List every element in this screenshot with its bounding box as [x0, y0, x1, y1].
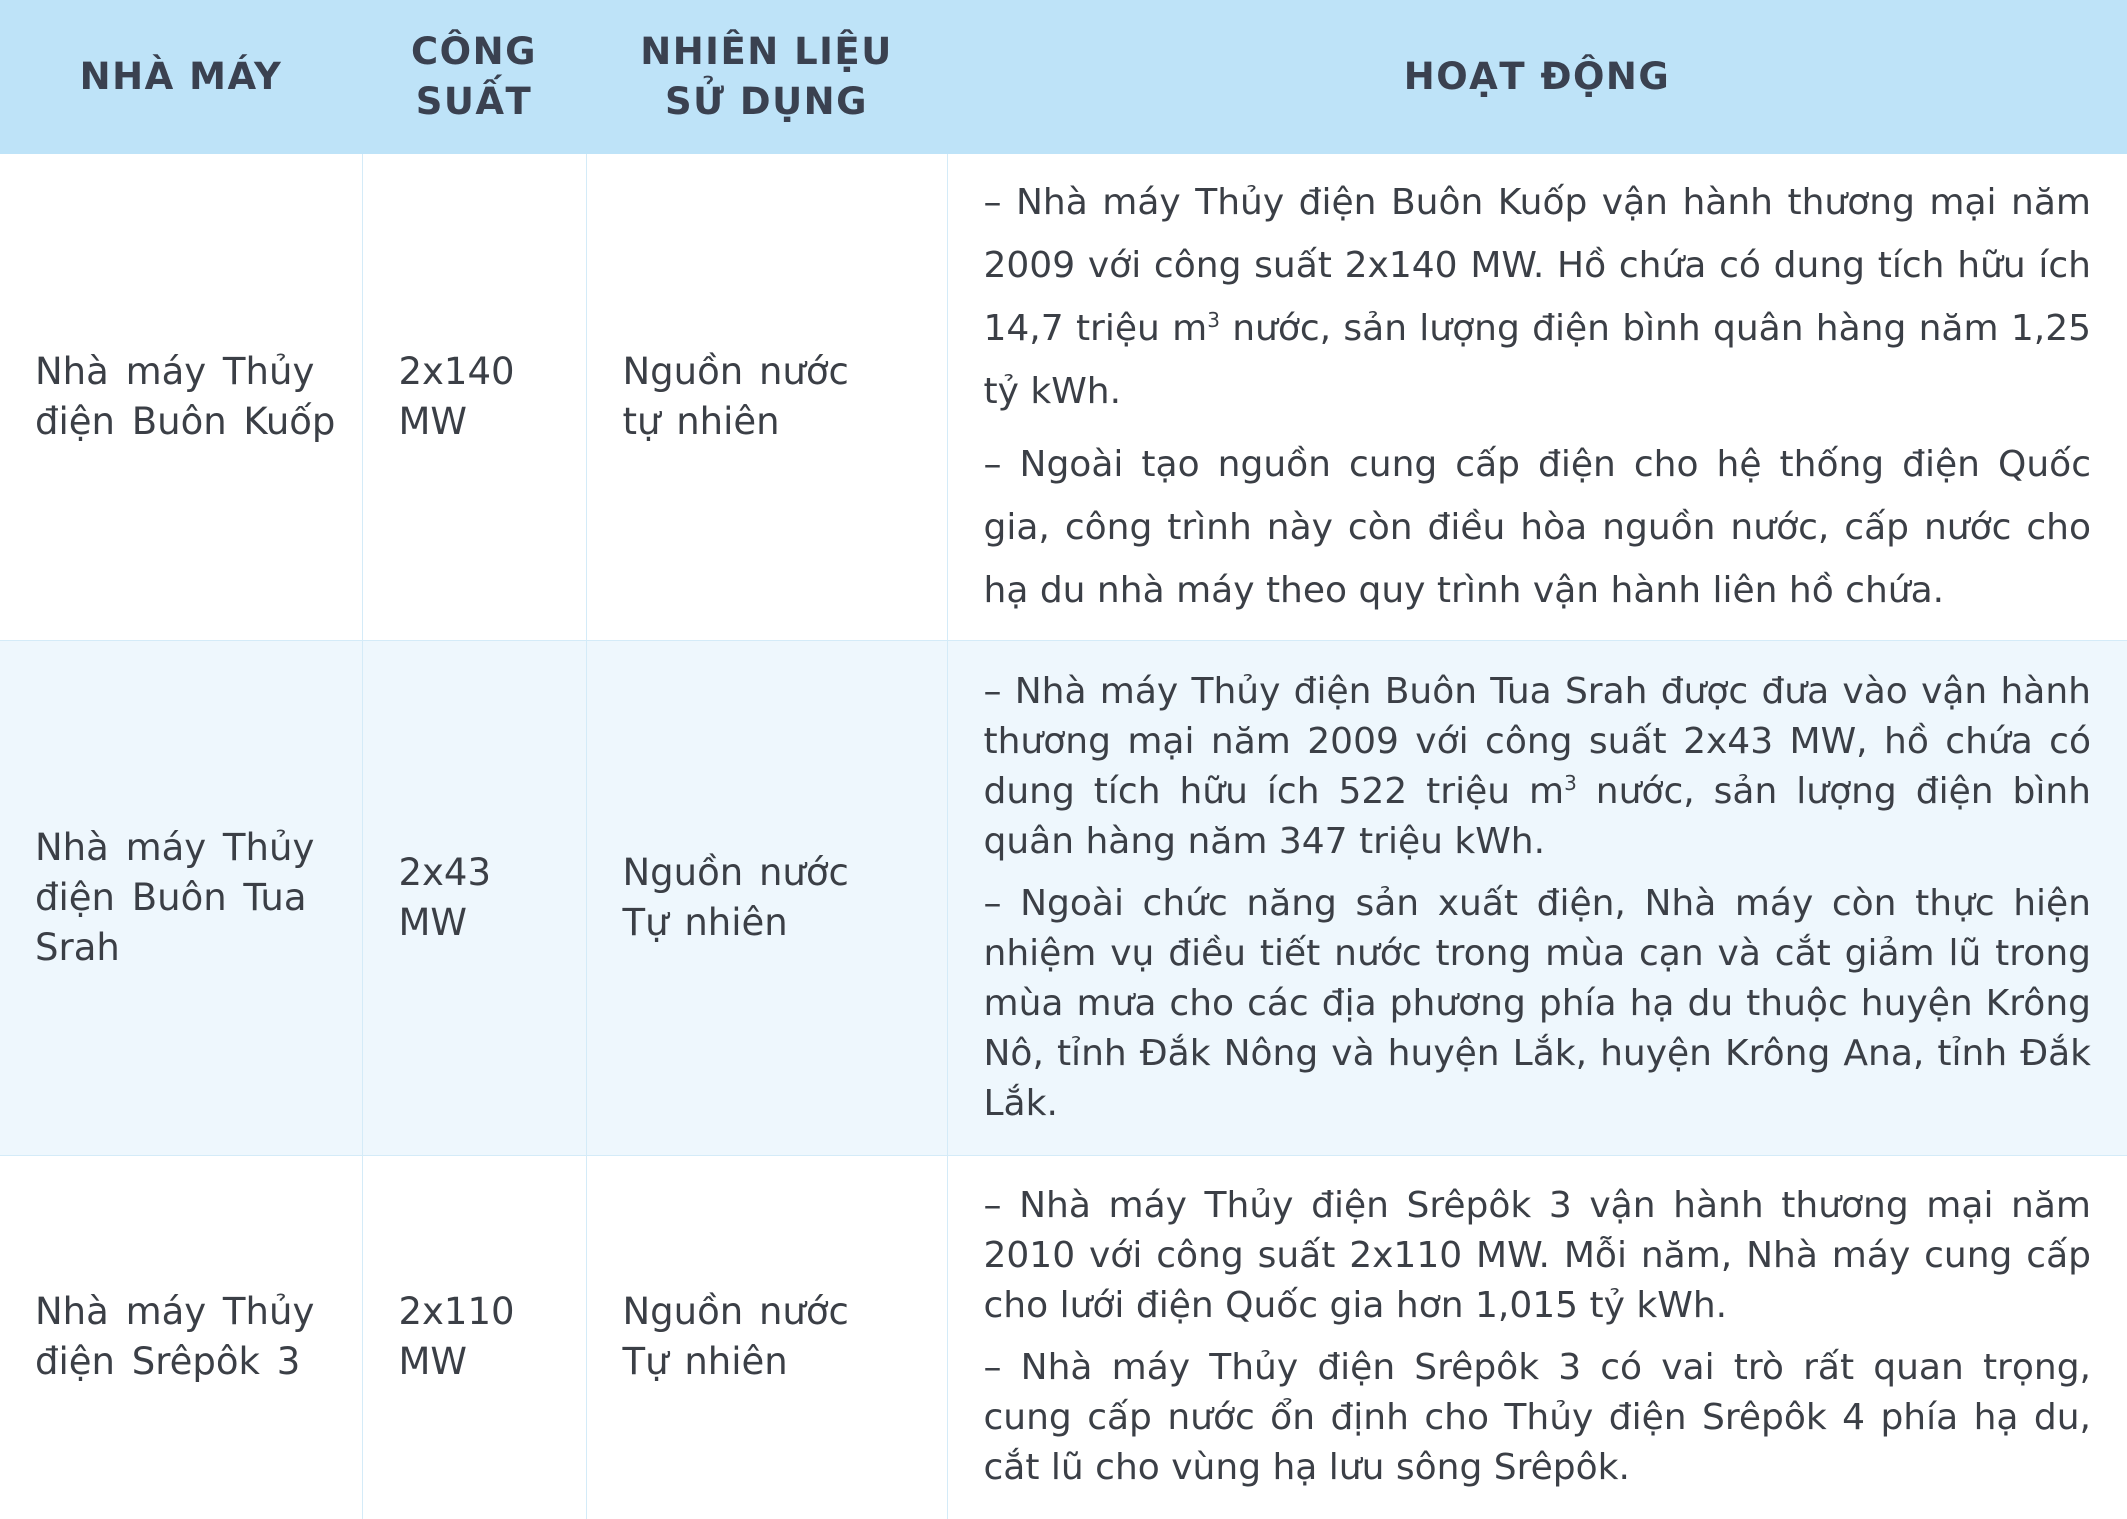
operation-cell [947, 154, 2127, 640]
header-plant: NHÀ MÁY [79, 55, 283, 98]
plant-name-cell: Nhà máy Thủy điện Buôn Kuốp [0, 154, 362, 640]
fuel-cell: Nguồn nước Tự nhiên [586, 1155, 947, 1519]
operation-cell [947, 1155, 2127, 1519]
table-row [0, 640, 2127, 1155]
plant-name-cell: Nhà máy Thủy điện Buôn Tua Srah [0, 640, 362, 1155]
capacity-cell: 2x43 MW [362, 640, 586, 1155]
header-fuel: NHIÊN LIỆU SỬ DỤNG [640, 30, 893, 123]
operation-paragraph: – Ngoài tạo nguồn cung cấp điện cho hệ thống điện Quốc gia, công trình này còn điều hòa nguồn nước, cấp nước cho hạ du nhà máy theo quy trình vận hành liên hồ chứa. [983, 444, 2091, 612]
header-capacity: CÔNG SUẤT [411, 30, 537, 123]
table-row [0, 1155, 2127, 1519]
capacity-cell: 2x140 MW [362, 154, 586, 640]
fuel-cell: Nguồn nước Tự nhiên [586, 640, 947, 1155]
operation-paragraph: – Nhà máy Thủy điện Buôn Tua Srah được đưa vào vận hành thương mại năm 2009 với công suất 2x43 MW, hồ chứa có dung tích hữu ích 522 triệu $m^3$ nước, sản lượng điện bình quân hàng năm 347 triệu kWh. [983, 670, 2092, 862]
operation-paragraph: – Nhà máy Thủy điện Srêpôk 3 vận hành thương mại năm 2010 với công suất 2x110 MW. Mỗi năm, Nhà máy cung cấp cho lưới điện Quốc gia hơn 1,015 tỷ kWh. [983, 1185, 2091, 1326]
operation-paragraph: – Ngoài chức năng sản xuất điện, Nhà máy còn thực hiện nhiệm vụ điều tiết nước trong mùa cạn và cắt giảm lũ trong mùa mưa cho các địa phương phía hạ du thuộc huyện Krông Nô, tỉnh Đắk Nông và huyện Lắk, huyện Krông Ana, tỉnh Đắk Lắk. [983, 882, 2091, 1124]
fuel-cell: Nguồn nước tự nhiên [586, 154, 947, 640]
operation-cell [947, 640, 2127, 1155]
operation-paragraph: – Nhà máy Thủy điện Buôn Kuốp vận hành thương mại năm 2009 với công suất 2x140 MW. Hồ chứa có dung tích hữu ích 14,7 triệu $m^3$ nước, sản lượng điện bình quân hàng năm 1,25 tỷ kWh. [983, 182, 2092, 413]
operation-paragraph: – Nhà máy Thủy điện Srêpôk 3 có vai trò rất quan trọng, cung cấp nước ổn định cho Thủy điện Srêpôk 4 phía hạ du, cắt lũ cho vùng hạ lưu sông Srêpôk. [983, 1347, 2091, 1488]
header-operation: HOẠT ĐỘNG [1403, 55, 1671, 98]
plant-name-cell: Nhà máy Thủy điện Srêpôk 3 [0, 1155, 362, 1519]
table-header [0, 0, 2127, 154]
capacity-cell: 2x110 MW [362, 1155, 586, 1519]
header-row [0, 0, 2127, 154]
table-row [0, 154, 2127, 640]
